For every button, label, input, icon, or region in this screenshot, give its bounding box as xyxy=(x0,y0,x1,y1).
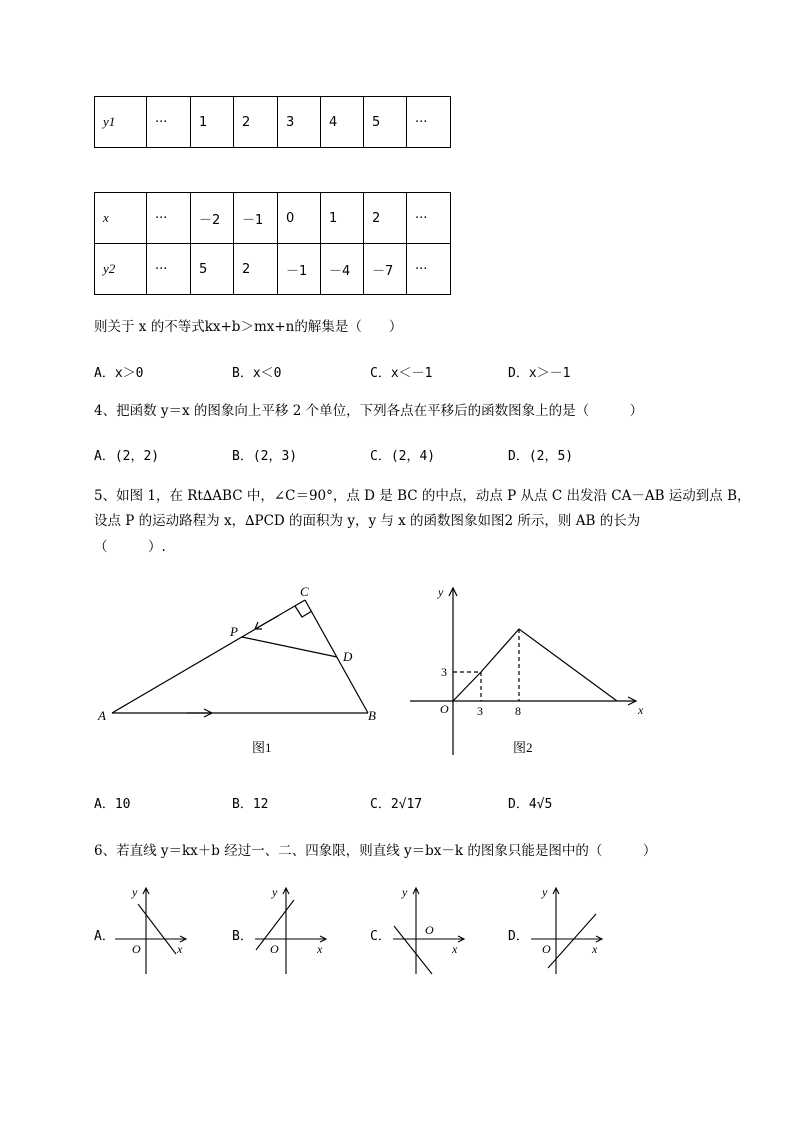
table-row xyxy=(95,193,451,244)
segment-pd xyxy=(242,637,337,657)
label-p: P xyxy=(230,624,238,639)
q6-option-d-graph[interactable] xyxy=(526,882,616,977)
label-a: A xyxy=(98,708,106,723)
q5-option-d[interactable]: D．4√5 xyxy=(508,797,553,812)
figure-2-graph xyxy=(405,580,665,765)
q6-option-b-letter[interactable]: B． xyxy=(232,929,253,944)
graph-line xyxy=(453,629,617,701)
axis-label-x: x xyxy=(177,942,183,956)
axis-label-x: x xyxy=(452,942,458,956)
table-cell: ··· xyxy=(407,97,451,148)
axis-label-y: y xyxy=(402,885,408,899)
table-cell: 3 xyxy=(278,97,321,148)
q6-option-a-letter[interactable]: A． xyxy=(94,929,115,944)
table-cell: 1 xyxy=(191,97,234,148)
axis-label-x: x xyxy=(317,942,323,956)
q5-option-a[interactable]: A．10 xyxy=(94,797,131,812)
table-cell: ··· xyxy=(407,193,451,244)
table-cell: －1 xyxy=(278,244,321,295)
table-cell: 2 xyxy=(364,193,407,244)
origin-label: O xyxy=(132,942,141,956)
q4-option-d[interactable]: D．(2，5) xyxy=(508,449,574,464)
table-cell: －1 xyxy=(234,193,278,244)
table-cell: ··· xyxy=(147,244,191,295)
table-cell: y1 xyxy=(95,97,147,148)
q3-option-d[interactable]: D．x＞－1 xyxy=(508,366,571,381)
table-x-y2 xyxy=(94,192,451,295)
q5-stem-line2: 设点 P 的运动路程为 x，∆PCD 的面积为 y，y 与 x 的函数图象如图2 所示，则 AB 的长为 xyxy=(94,513,641,529)
q6-option-a-graph[interactable] xyxy=(110,882,200,977)
axis-label-y: y xyxy=(542,885,548,899)
tick-label-x8: 8 xyxy=(515,704,521,718)
q5-stem-line3: （ ）. xyxy=(94,539,166,555)
q5-stem-line1: 5、如图 1，在 Rt∆ABC 中，∠C＝90°，点 D 是 BC 的中点，动点 P 从点 C 出发沿 CA－AB 运动到点 B， xyxy=(94,488,751,504)
q6-option-d-letter[interactable]: D． xyxy=(508,929,529,944)
q6-stem: 6、若直线 y＝kx＋b 经过一、二、四象限，则直线 y＝bx－k 的图象只能是图中的（ ） xyxy=(94,843,657,859)
graph-line xyxy=(548,914,596,968)
table-row xyxy=(95,97,451,148)
label-d: D xyxy=(343,649,353,664)
q3-option-a[interactable]: A．x＞0 xyxy=(94,366,144,381)
q4-stem: 4、把函数 y＝x 的图象向上平移 2 个单位，下列各点在平移后的函数图象上的是（ ） xyxy=(94,403,644,419)
axis-label-x: x xyxy=(592,942,598,956)
arrow-ca xyxy=(255,616,278,629)
table-cell: ··· xyxy=(147,193,191,244)
q6-option-b-graph[interactable] xyxy=(250,882,340,977)
graph-line xyxy=(138,904,176,954)
table-cell: 1 xyxy=(321,193,364,244)
table-y1 xyxy=(94,96,451,148)
table-cell: ··· xyxy=(407,244,451,295)
table-cell: 5 xyxy=(364,97,407,148)
table-cell: 2 xyxy=(234,97,278,148)
axis-label-y: y xyxy=(132,885,138,899)
table-cell: ··· xyxy=(147,97,191,148)
q6-option-c-letter[interactable]: C． xyxy=(370,929,391,944)
table-cell: 5 xyxy=(191,244,234,295)
label-b: B xyxy=(368,708,376,723)
tick-label-y3: 3 xyxy=(441,665,447,679)
q4-option-c[interactable]: C．(2，4) xyxy=(370,449,436,464)
origin-label: O xyxy=(542,942,551,956)
figure-1-triangle xyxy=(90,580,390,765)
origin-label: O xyxy=(425,923,434,937)
table-cell: 0 xyxy=(278,193,321,244)
table-cell: x xyxy=(95,193,147,244)
table-cell: y2 xyxy=(95,244,147,295)
axis-label-y: y xyxy=(438,585,444,599)
table-cell: －2 xyxy=(191,193,234,244)
q5-option-b[interactable]: B．12 xyxy=(232,797,269,812)
q3-option-c[interactable]: C．x＜－1 xyxy=(370,366,433,381)
table-cell: 4 xyxy=(321,97,364,148)
q4-option-b[interactable]: B．(2，3) xyxy=(232,449,298,464)
label-c: C xyxy=(300,584,309,599)
figure-2-caption: 图2 xyxy=(513,740,533,755)
figure-1-caption: 图1 xyxy=(252,740,272,755)
table-cell: －4 xyxy=(321,244,364,295)
q3-stem: 则关于 x 的不等式kx+b＞mx+n的解集是（ ） xyxy=(94,319,403,335)
axis-label-y: y xyxy=(272,885,278,899)
table-cell: 2 xyxy=(234,244,278,295)
q3-option-b[interactable]: B．x＜0 xyxy=(232,366,282,381)
q4-option-a[interactable]: A．(2，2) xyxy=(94,449,160,464)
axis-label-x: x xyxy=(638,703,644,717)
q6-option-c-graph[interactable] xyxy=(388,882,478,977)
table-cell: －7 xyxy=(364,244,407,295)
q5-option-c[interactable]: C．2√17 xyxy=(370,797,423,812)
origin-label: O xyxy=(440,702,449,716)
origin-label: O xyxy=(270,942,279,956)
tick-label-x3: 3 xyxy=(477,704,483,718)
table-row xyxy=(95,244,451,295)
